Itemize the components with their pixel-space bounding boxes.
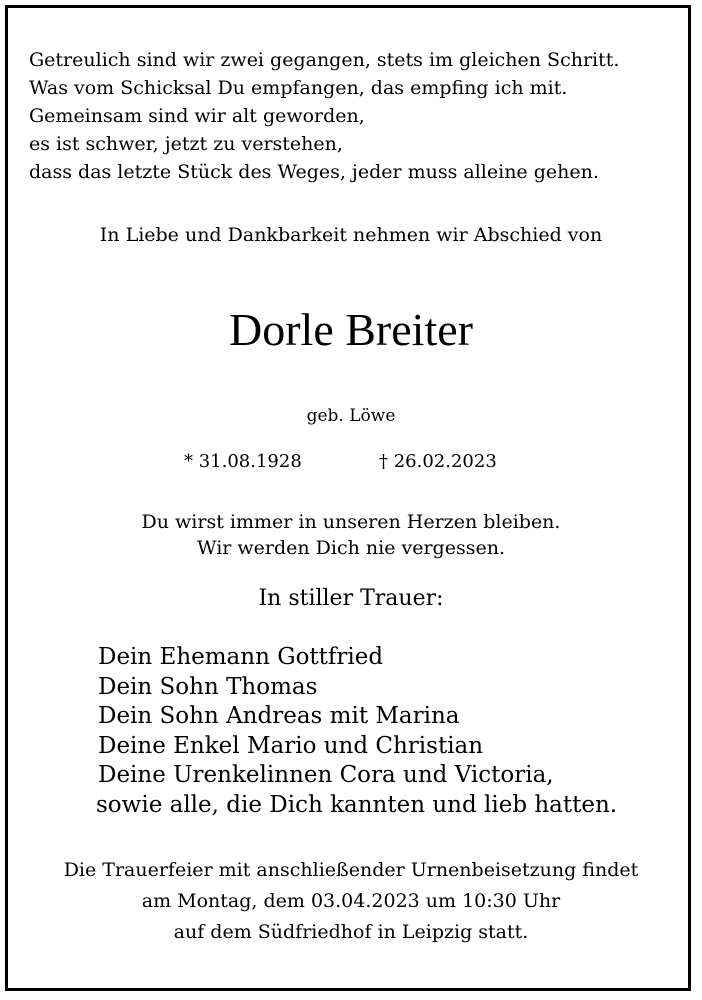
mourner-line: Deine Enkel Mario und Christian xyxy=(98,732,484,759)
mourner-line: Dein Sohn Andreas mit Marina xyxy=(98,703,460,729)
ceremony-line: auf dem Südfriedhof in Leipzig statt. xyxy=(173,921,529,943)
death-date: † 26.02.2023 xyxy=(379,451,497,472)
poem-line: Gemeinsam sind wir alt geworden, xyxy=(29,105,365,127)
mourning-heading: In stiller Trauer: xyxy=(258,586,444,611)
maiden-name: geb. Löwe xyxy=(306,406,396,426)
ceremony-line: am Montag, dem 03.04.2023 um 10:30 Uhr xyxy=(141,890,561,912)
mourner-line: Deine Urenkelinnen Cora und Victoria, xyxy=(98,762,554,788)
farewell-intro: In Liebe und Dankbarkeit nehmen wir Abschied von xyxy=(99,224,603,246)
mourners-list xyxy=(98,643,617,820)
mourner-line: Dein Ehemann Gottfried xyxy=(98,644,384,670)
poem-line: Was vom Schicksal Du empfangen, das empfing ich mit. xyxy=(29,77,568,99)
mourner-line: sowie alle, die Dich kannten und lieb hatten. xyxy=(96,791,618,818)
poem xyxy=(29,46,619,186)
poem-line: dass das letzte Stück des Weges, jeder muss alleine gehen. xyxy=(29,161,599,183)
birth-date: * 31.08.1928 xyxy=(184,451,302,472)
message-line: Wir werden Dich nie vergessen. xyxy=(197,537,505,559)
poem-line: Getreulich sind wir zwei gegangen, stets im gleichen Schritt. xyxy=(29,49,620,71)
deceased-name: Dorle Breiter xyxy=(229,304,473,355)
poem-line: es ist schwer, jetzt zu verstehen, xyxy=(29,133,343,155)
message-line: Du wirst immer in unseren Herzen bleiben. xyxy=(141,511,561,533)
ceremony-details xyxy=(0,855,702,948)
mourner-line: Dein Sohn Thomas xyxy=(98,673,318,700)
remembrance-message xyxy=(0,509,702,561)
ceremony-line: Die Trauerfeier mit anschließender Urnenbeisetzung findet xyxy=(63,859,639,881)
